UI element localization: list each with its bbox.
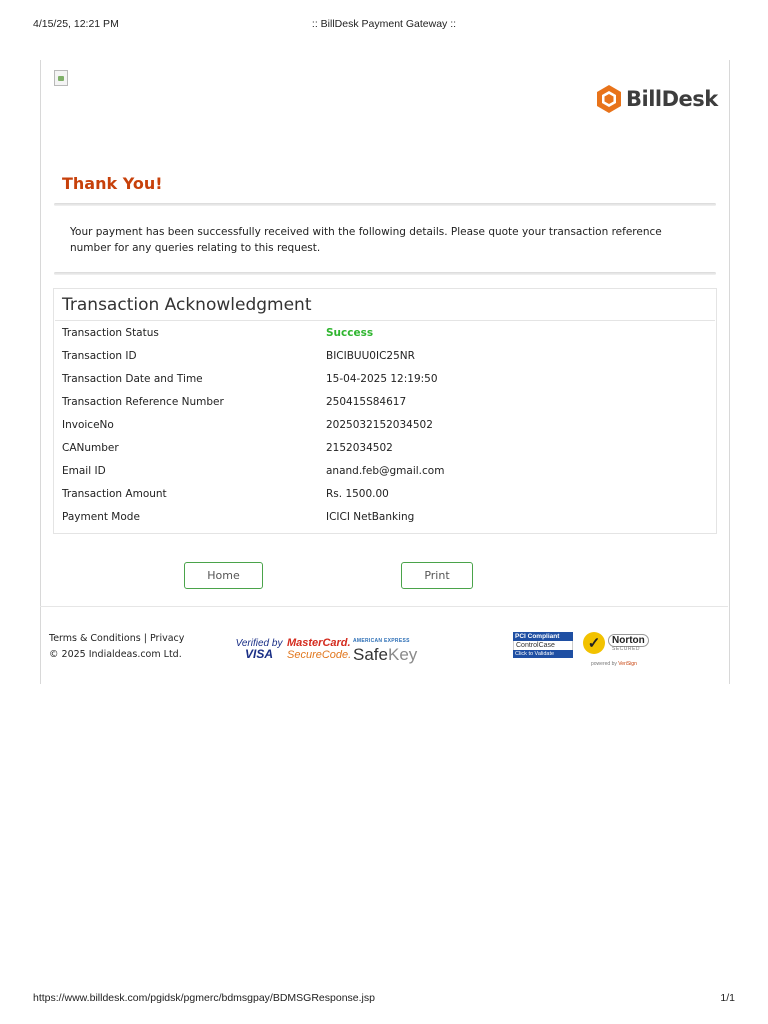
detail-row-date-time [62,371,702,394]
status-value: Success [326,327,374,339]
vbv-line2: VISA [244,647,273,661]
pci-line1: PCI Compliant [513,632,573,641]
safekey-a: Safe [353,645,388,664]
print-url: https://www.billdesk.com/pgidsk/pgmerc/bdmsgpay/BDMSGResponse.jsp [33,992,375,1004]
billdesk-logo [596,84,718,114]
pci-line2: ControlCase [513,641,573,650]
detail-label: Transaction Amount [62,488,167,500]
detail-value: BICIBUU0IC25NR [326,350,415,362]
confirmation-message: Your payment has been successfully received with the following details. Please quote your transaction reference number for any queries relating to this request. [70,226,662,254]
detail-label: InvoiceNo [62,419,114,431]
print-title: :: BillDesk Payment Gateway :: [311,18,457,30]
vbv-line1: Verified by [235,638,283,649]
ack-title: Transaction Acknowledgment [62,295,312,315]
mastercard-securecode-badge [287,637,352,661]
detail-label: Email ID [62,465,106,477]
detail-row-invoice [62,417,702,440]
detail-label: Transaction Reference Number [62,396,224,408]
detail-row-status [62,325,702,348]
transaction-details [62,325,702,532]
terms-link[interactable]: Terms & Conditions [49,633,141,644]
detail-label: Payment Mode [62,511,140,523]
detail-label: CANumber [62,442,119,454]
detail-value: anand.feb@gmail.com [326,465,445,477]
copyright: © 2025 Indialdeas.com Ltd. [49,649,182,660]
amex-label: AMERICAN EXPRESS [353,638,410,644]
thank-you-heading: Thank You! [62,174,163,193]
norton-secured: SECURED [612,646,640,652]
pci-compliant-badge[interactable] [513,632,573,670]
footer-divider [40,606,728,607]
detail-row-ca-number [62,440,702,463]
mc-line2: SecureCode. [287,649,352,661]
detail-value: Rs. 1500.00 [326,488,389,500]
detail-value: 250415S84617 [326,396,407,408]
detail-label: Transaction Date and Time [62,373,203,385]
detail-row-amount [62,486,702,509]
billdesk-wordmark: BillDesk [626,87,718,111]
verified-by-visa-badge [234,638,284,660]
billdesk-hex-icon [596,84,622,114]
mc-line1: MasterCard. [287,637,351,649]
safekey-b: Key [387,645,418,664]
detail-value: 15-04-2025 12:19:50 [326,373,438,385]
home-button[interactable]: Home [184,562,263,589]
detail-value: 2025032152034502 [326,419,433,431]
norton-powered: powered by [591,661,617,667]
norton-verisign: VeriSign [618,661,637,667]
detail-value: 2152034502 [326,442,393,454]
print-date: 4/15/25, 12:21 PM [33,18,119,30]
detail-row-payment-mode [62,509,702,532]
broken-image-icon [54,70,68,86]
link-separator: | [143,633,147,644]
detail-row-reference-number [62,394,702,417]
footer-links [49,631,184,663]
detail-label: Transaction Status [62,327,159,339]
detail-label: Transaction ID [62,350,137,362]
detail-value: ICICI NetBanking [326,511,415,523]
divider [54,203,716,206]
detail-row-transaction-id [62,348,702,371]
checkmark-icon: ✓ [583,632,605,654]
norton-name: Norton [608,634,649,647]
print-button[interactable]: Print [401,562,473,589]
norton-secured-badge[interactable] [583,632,651,670]
detail-row-email [62,463,702,486]
amex-safekey-badge [353,636,433,664]
privacy-link[interactable]: Privacy [149,633,185,644]
pci-line3: Click to Validate [513,650,573,658]
divider [54,272,716,275]
ack-title-bar [55,290,715,321]
page-number: 1/1 [720,992,735,1004]
